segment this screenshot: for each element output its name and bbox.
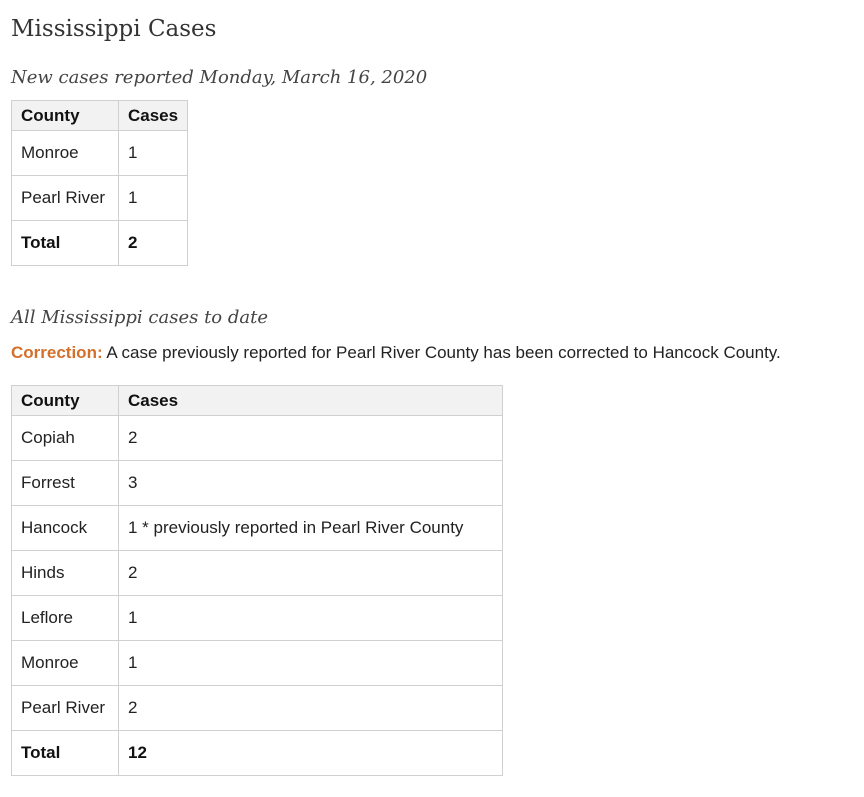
county-cell: Forrest (12, 461, 119, 506)
cases-cell: 1 (119, 131, 188, 176)
total-value: 12 (119, 731, 503, 776)
table-row (12, 176, 188, 221)
correction-note (11, 343, 781, 363)
total-value: 2 (119, 221, 188, 266)
total-label: Total (12, 731, 119, 776)
table-row (12, 416, 503, 461)
cases-cell: 2 (119, 686, 503, 731)
table-header-row (12, 386, 503, 416)
county-cell: Monroe (12, 641, 119, 686)
county-cell: Monroe (12, 131, 119, 176)
county-cell: Hinds (12, 551, 119, 596)
county-cell: Pearl River (12, 686, 119, 731)
county-cell: Pearl River (12, 176, 119, 221)
new-cases-table (11, 100, 188, 266)
correction-text: A case previously reported for Pearl River County has been corrected to Hancock County. (102, 343, 781, 362)
column-header-cases: Cases (119, 386, 503, 416)
page-title: Mississippi Cases (11, 16, 217, 42)
total-row (12, 221, 188, 266)
county-cell: Copiah (12, 416, 119, 461)
table-row (12, 641, 503, 686)
table-header-row (12, 101, 188, 131)
county-cell: Leflore (12, 596, 119, 641)
total-row (12, 731, 503, 776)
table-row (12, 506, 503, 551)
table-row (12, 461, 503, 506)
table-row (12, 596, 503, 641)
column-header-cases: Cases (119, 101, 188, 131)
all-cases-subtitle: All Mississippi cases to date (11, 307, 269, 328)
cases-cell: 2 (119, 551, 503, 596)
all-cases-table (11, 385, 503, 776)
new-cases-subtitle: New cases reported Monday, March 16, 2020 (11, 67, 428, 88)
cases-cell: 3 (119, 461, 503, 506)
cases-cell: 1 (119, 641, 503, 686)
cases-cell: 1 * previously reported in Pearl River County (119, 506, 503, 551)
table-row (12, 551, 503, 596)
correction-label: Correction: (11, 343, 103, 362)
cases-cell: 2 (119, 416, 503, 461)
column-header-county: County (12, 101, 119, 131)
table-row (12, 686, 503, 731)
county-cell: Hancock (12, 506, 119, 551)
total-label: Total (12, 221, 119, 266)
column-header-county: County (12, 386, 119, 416)
table-row (12, 131, 188, 176)
cases-cell: 1 (119, 176, 188, 221)
cases-cell: 1 (119, 596, 503, 641)
